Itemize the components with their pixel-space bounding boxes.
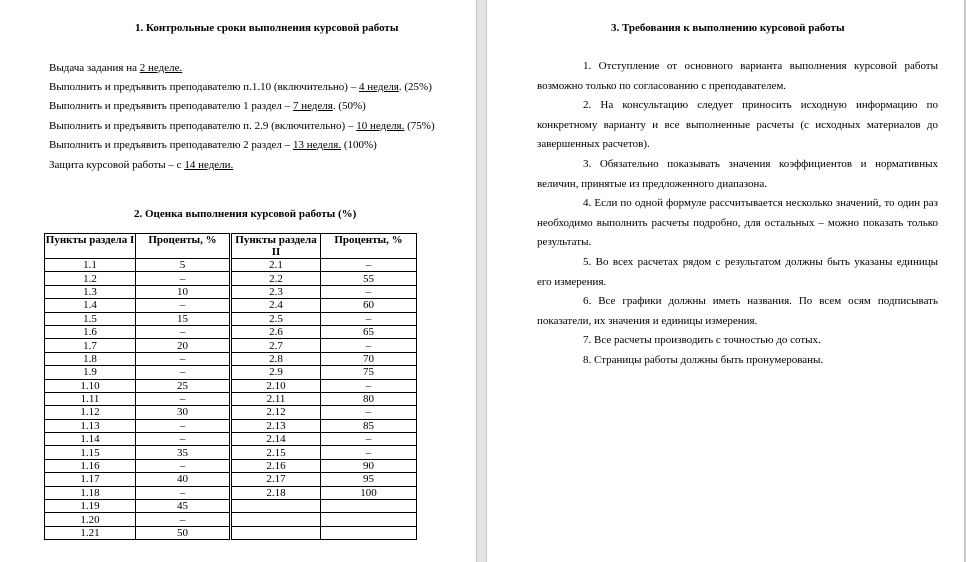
col-header: Пункты раздела I [45,234,136,259]
item-cell: 2.9 [231,366,321,379]
item-cell: 1.8 [45,352,136,365]
item-cell: 2.14 [231,433,321,446]
deadline-week: 10 неделя. [356,120,405,132]
deadline-week: 2 неделе. [139,62,183,74]
table-row [45,285,417,298]
table-row [45,486,417,499]
item-cell: 1.18 [45,486,136,499]
table-header-row [45,234,417,259]
item-cell: 2.10 [231,379,321,392]
deadline-text: Выполнить и предъявить преподавателю 2 раздел – [49,139,293,151]
table-row [45,526,417,539]
deadline-week: 4 неделя [358,81,399,93]
deadline-text: Выполнить и предъявить преподавателю 1 раздел – [49,100,293,112]
item-cell: 1.16 [45,459,136,472]
item-cell: 2.11 [231,392,321,405]
deadline-text: Защита курсовой работы – с [49,159,185,171]
percent-cell: – [136,513,231,526]
percent-cell: 85 [321,419,417,432]
percent-cell: 70 [321,352,417,365]
item-cell: 2.12 [231,406,321,419]
table-row [45,259,417,272]
item-cell: 2.4 [231,299,321,312]
table-row [45,352,417,365]
percent-cell: 60 [321,299,417,312]
item-cell: 1.21 [45,526,136,539]
percent-cell: 45 [136,500,231,513]
requirement-text: 1. Отступление от основного варианта выполнения курсовой работы возможно только по согласованию с преподавателем. [537,60,938,92]
item-cell: 2.6 [231,325,321,338]
percent-cell: 90 [321,459,417,472]
percent-cell: – [136,433,231,446]
percent-cell: – [321,259,417,272]
deadline-text: Выполнить и предъявить преподавателю п. 2.9 (включительно) – [49,120,357,132]
item-cell [231,526,321,539]
grading-table [44,233,417,540]
percent-cell: 100 [321,486,417,499]
percent-cell: 25 [136,379,231,392]
left-page [0,0,476,562]
table-row [45,366,417,379]
item-cell: 1.6 [45,325,136,338]
deadline-suffix: . (25%) [398,81,432,93]
percent-cell: – [136,299,231,312]
percent-cell: – [136,272,231,285]
percent-cell: – [136,392,231,405]
deadline-text: Выполнить и предъявить преподавателю п.1.10 (включительно) – [49,81,359,93]
item-cell: 1.14 [45,433,136,446]
percent-cell: 15 [136,312,231,325]
item-cell: 2.7 [231,339,321,352]
item-cell: 1.19 [45,500,136,513]
table-row [45,379,417,392]
item-cell: 1.9 [45,366,136,379]
percent-cell: – [136,325,231,338]
percent-cell: 55 [321,272,417,285]
table-row [45,433,417,446]
item-cell: 2.17 [231,473,321,486]
requirement-text: 4. Если по одной формуле рассчитывается несколько значений, то один раз необходимо выполнить расчеты подробно, для остальных – можно показать только результаты. [537,197,938,248]
percent-cell: – [321,446,417,459]
item-cell: 1.7 [45,339,136,352]
col-header: Пункты раздела II [231,234,321,259]
requirement-text: 6. Все графики должны иметь названия. По всем осям подписывать показатели, их значения и единицы измерения. [537,295,938,327]
table-row [45,325,417,338]
percent-cell: – [321,379,417,392]
col-header: Проценты, % [321,234,417,259]
deadline-week: 13 неделя. [292,139,342,151]
item-cell: 1.12 [45,406,136,419]
table-row [45,392,417,405]
item-cell: 1.11 [45,392,136,405]
table-row [45,500,417,513]
table-row [45,446,417,459]
deadline-suffix: (75%) [404,120,435,132]
page-separator [476,0,487,562]
table-row [45,459,417,472]
item-cell: 2.16 [231,459,321,472]
percent-cell [321,526,417,539]
percent-cell: – [321,406,417,419]
requirement-item [537,331,938,351]
deadline-line [49,158,233,172]
percent-cell [321,513,417,526]
percent-cell: – [136,352,231,365]
item-cell: 1.2 [45,272,136,285]
deadline-week: 7 неделя [292,100,333,112]
section2-title: 2. Оценка выполнения курсовой работы (%) [134,208,357,220]
item-cell: 1.17 [45,473,136,486]
table-row [45,406,417,419]
item-cell [231,513,321,526]
deadline-line [49,138,377,152]
item-cell: 1.1 [45,259,136,272]
table-row [45,299,417,312]
percent-cell: 5 [136,259,231,272]
requirement-text: 2. На консультацию следует приносить исходную информацию по конкретному варианту и все выполненные расчеты (с исходных материалов до завершенных расчетов). [537,99,938,150]
item-cell: 1.3 [45,285,136,298]
percent-cell: – [136,366,231,379]
percent-cell: – [136,419,231,432]
percent-cell: – [321,312,417,325]
percent-cell: – [136,486,231,499]
percent-cell: 30 [136,406,231,419]
percent-cell: 50 [136,526,231,539]
deadline-line [49,119,435,133]
item-cell: 1.15 [45,446,136,459]
requirement-text: 7. Все расчеты производить с точностью до сотых. [583,334,821,346]
item-cell: 2.1 [231,259,321,272]
deadline-line [49,99,366,113]
item-cell: 2.2 [231,272,321,285]
table-row [45,419,417,432]
requirement-text: 3. Обязательно показывать значения коэффициентов и нормативных величин, принятые из предложенного диапазона. [537,158,938,190]
item-cell: 1.5 [45,312,136,325]
requirement-item [537,96,938,155]
requirement-item [537,155,938,194]
percent-cell: – [321,285,417,298]
requirement-item [537,194,938,253]
requirement-item [537,351,938,371]
percent-cell: – [136,459,231,472]
percent-cell: 80 [321,392,417,405]
percent-cell: 10 [136,285,231,298]
table-row [45,513,417,526]
deadline-line [49,80,432,94]
percent-cell: 65 [321,325,417,338]
percent-cell: – [321,339,417,352]
section1-title: 1. Контрольные сроки выполнения курсовой работы [135,22,399,34]
requirement-text: 8. Страницы работы должны быть пронумерованы. [583,354,824,366]
item-cell: 1.13 [45,419,136,432]
table-row [45,339,417,352]
item-cell: 1.20 [45,513,136,526]
deadline-line [49,61,182,75]
percent-cell: 20 [136,339,231,352]
item-cell: 2.3 [231,285,321,298]
table-row [45,272,417,285]
item-cell: 2.18 [231,486,321,499]
item-cell: 2.13 [231,419,321,432]
deadline-text: Выдача задания на [49,62,140,74]
table-row [45,312,417,325]
percent-cell [321,500,417,513]
item-cell: 1.4 [45,299,136,312]
deadline-week: 14 недели. [184,159,234,171]
table-row [45,473,417,486]
col-header: Проценты, % [136,234,231,259]
requirement-item [537,253,938,292]
percent-cell: 35 [136,446,231,459]
percent-cell: 75 [321,366,417,379]
requirement-item [537,292,938,331]
percent-cell: 40 [136,473,231,486]
percent-cell: 95 [321,473,417,486]
item-cell: 1.10 [45,379,136,392]
requirement-item [537,57,938,96]
item-cell [231,500,321,513]
percent-cell: – [321,433,417,446]
requirement-text: 5. Во всех расчетах рядом с результатом должны быть указаны единицы его измерения. [537,256,938,288]
item-cell: 2.5 [231,312,321,325]
deadline-suffix: (100%) [341,139,377,151]
deadline-suffix: . (50%) [332,100,366,112]
section3-title: 3. Требования к выполнению курсовой работы [611,22,845,34]
item-cell: 2.15 [231,446,321,459]
item-cell: 2.8 [231,352,321,365]
